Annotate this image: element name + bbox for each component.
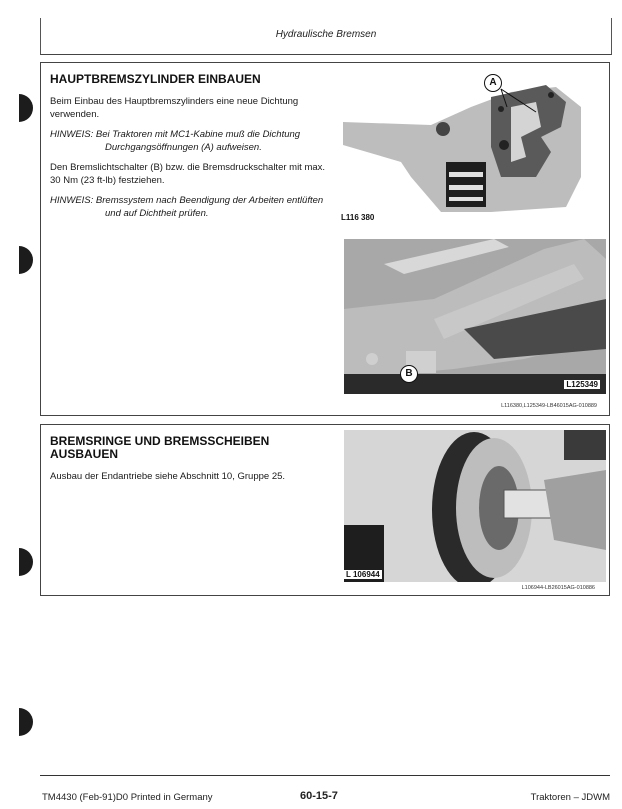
- figure-master-cylinder: [341, 67, 605, 233]
- callout-a: A: [484, 74, 502, 92]
- section-text: [50, 435, 335, 492]
- figure-brake-light-switch: [344, 239, 606, 394]
- figure-reference: L106944-LB26015AG-010886: [521, 585, 595, 591]
- instruction-paragraph: Ausbau der Endantriebe siehe Abschnitt 10, Gruppe 25.: [50, 471, 286, 482]
- instruction-paragraph: Beim Einbau des Hauptbremszylinders eine neue Dichtung verwenden.: [50, 96, 299, 120]
- figure-reference: L116380,L125349-LB46015AG-010889: [501, 403, 597, 409]
- brake-disc-illustration: [344, 430, 606, 582]
- page-header-title: Hydraulische Bremsen: [275, 29, 377, 40]
- section-title: HAUPTBREMSZYLINDER EINBAUEN: [50, 72, 261, 86]
- note-paragraph: HINWEIS: Bei Traktoren mit MC1-Kabine muß die Dichtung Durchgangsöffnungen (A) aufweisen.: [50, 129, 301, 153]
- page-header: [40, 18, 612, 55]
- figure-brake-discs: [344, 430, 606, 582]
- footer-publication: TM4430 (Feb-91)D0 Printed in Germany: [42, 792, 213, 803]
- footer-rule: [40, 775, 610, 776]
- note-paragraph: HINWEIS: Bremssystem nach Beendigung der Arbeiten entlüften und auf Dichtheit prüfen.: [50, 195, 324, 219]
- section-text: [50, 73, 335, 228]
- master-cylinder-illustration: [341, 67, 605, 233]
- section-title: BREMSRINGE UND BREMSSCHEIBEN AUSBAUEN: [50, 434, 270, 461]
- figure-label: L125349: [566, 380, 598, 389]
- binder-hole: [19, 94, 33, 122]
- section-master-cylinder-install: [40, 62, 610, 416]
- binder-hole: [19, 548, 33, 576]
- instruction-paragraph: Den Bremslichtschalter (B) bzw. die Bremsdruckschalter mit max. 30 Nm (23 ft-lb) festziehen.: [50, 162, 326, 186]
- binder-hole: [19, 246, 33, 274]
- page-number: 60-15-7: [300, 790, 338, 802]
- binder-hole: [19, 708, 33, 736]
- figure-label: L 106944: [346, 570, 380, 579]
- section-brake-rings-remove: [40, 424, 610, 596]
- callout-b: B: [400, 365, 418, 383]
- brake-switch-illustration: [344, 239, 606, 394]
- figure-label: L116 380: [341, 213, 375, 222]
- footer-product: Traktoren – JDWM: [530, 792, 610, 803]
